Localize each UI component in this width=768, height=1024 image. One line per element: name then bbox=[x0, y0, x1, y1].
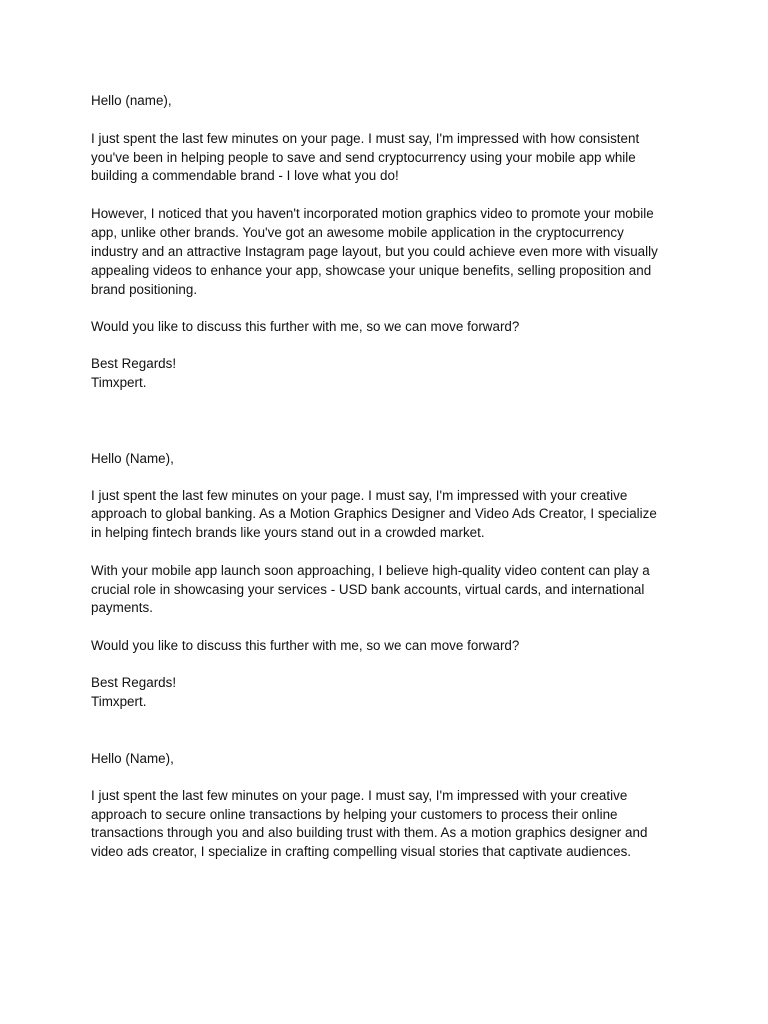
letter-3-p1-line-1: I just spent the last few minutes on your page. I must say, I'm impressed with your creative bbox=[91, 788, 628, 803]
letter-1-p1-line-2: you've been in helping people to save and send cryptocurrency using your mobile app while bbox=[91, 150, 636, 165]
letter-1-p1-line-3: building a commendable brand - I love what you do! bbox=[91, 168, 399, 183]
letter-1-p2-line-2: app, unlike other brands. You've got an awesome mobile application in the cryptocurrency bbox=[91, 225, 624, 240]
letter-1-p2-line-1: However, I noticed that you haven't incorporated motion graphics video to promote your mobile bbox=[91, 206, 654, 221]
letter-1-p2-line-4: appealing videos to enhance your app, showcase your unique benefits, selling proposition and bbox=[91, 263, 652, 278]
letter-2-p2-line-1: With your mobile app launch soon approaching, I believe high-quality video content can play a bbox=[91, 563, 650, 578]
letter-1-closing: Best Regards! bbox=[91, 356, 177, 371]
letter-1-greeting: Hello (name), bbox=[91, 93, 172, 108]
letter-1-signature: Timxpert. bbox=[91, 375, 147, 390]
letter-3-p1-line-2: approach to secure online transactions by helping your customers to process their online bbox=[91, 807, 618, 822]
letter-2-p2-line-2: crucial role in showcasing your services - USD bank accounts, virtual cards, and international bbox=[91, 582, 645, 597]
letter-1-p2-line-3: industry and an attractive Instagram page layout, but you could achieve even more with visually bbox=[91, 244, 658, 259]
letter-2-p1-line-3: in helping fintech brands like yours stand out in a crowded market. bbox=[91, 525, 485, 540]
letter-3-p1-line-3: transactions through you and also building trust with them. As a motion graphics designer and bbox=[91, 825, 648, 840]
letter-2-p3-line-1: Would you like to discuss this further with me, so we can move forward? bbox=[91, 638, 520, 653]
letter-3-greeting: Hello (Name), bbox=[91, 751, 174, 766]
letter-1-p1-line-1: I just spent the last few minutes on your page. I must say, I'm impressed with how consistent bbox=[91, 131, 640, 146]
letter-2-closing: Best Regards! bbox=[91, 675, 177, 690]
letter-1-p2-line-5: brand positioning. bbox=[91, 282, 198, 297]
letter-2-p2-line-3: payments. bbox=[91, 600, 153, 615]
letter-2-p1-line-1: I just spent the last few minutes on your page. I must say, I'm impressed with your creative bbox=[91, 488, 628, 503]
letter-2-signature: Timxpert. bbox=[91, 694, 147, 709]
letter-1-p3-line-1: Would you like to discuss this further with me, so we can move forward? bbox=[91, 319, 520, 334]
letter-3-p1-line-4: video ads creator, I specialize in crafting compelling visual stories that captivate audiences. bbox=[91, 844, 632, 859]
letter-2-greeting: Hello (Name), bbox=[91, 451, 174, 466]
letter-2-p1-line-2: approach to global banking. As a Motion Graphics Designer and Video Ads Creator, I specialize bbox=[91, 506, 657, 521]
